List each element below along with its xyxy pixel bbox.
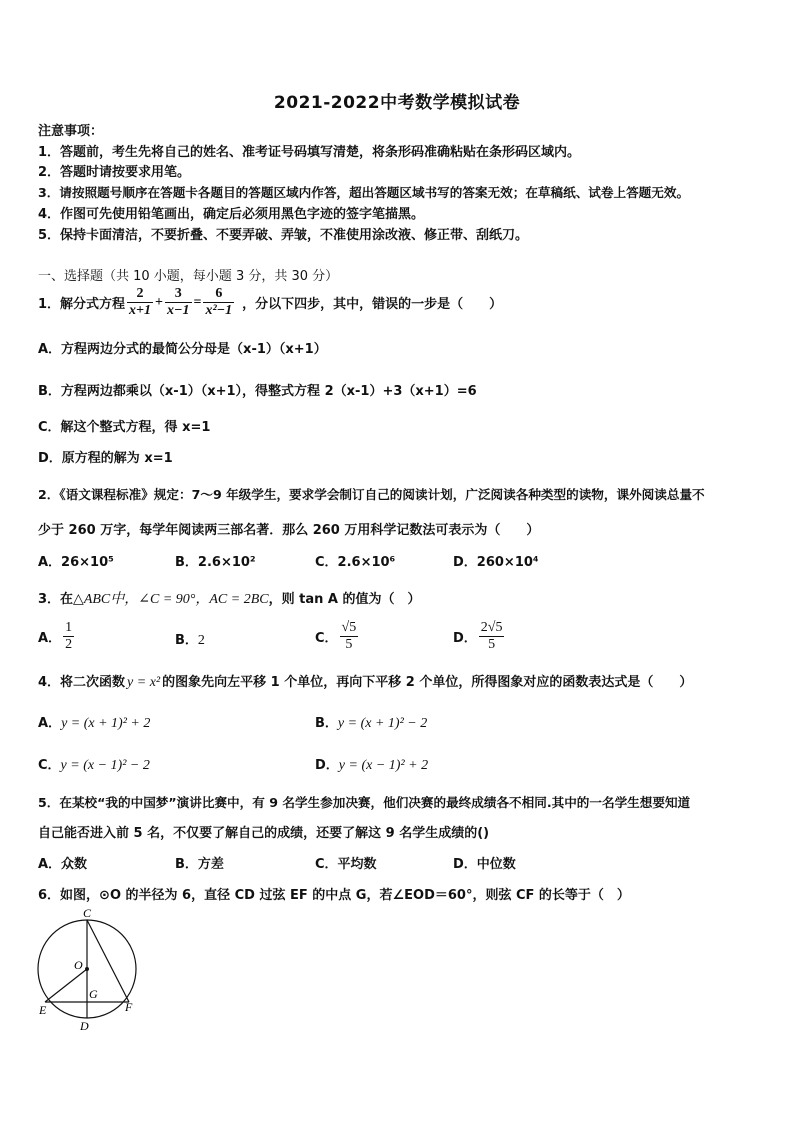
option-expression: y = (x − 1)² + 2 [338,758,429,773]
q4-stem [38,671,692,691]
q1-plus: + [155,294,164,310]
option-expression: y = (x + 1)² + 2 [61,716,151,731]
option-label: D． [315,758,339,773]
option-expression: y = (x + 1)² − 2 [337,716,428,731]
q3-d-fraction: $\frac{2√5}{5}$ [480,620,503,652]
note-item: 1．答题前，考生先将自己的姓名、准考证号码填写清楚，将条形码准确粘贴在条形码区域内。 [38,145,581,160]
q4-option-c [38,754,150,774]
q1-fraction-2: $\frac{3}{x-1}$ [167,286,190,318]
center-point [85,967,89,971]
label-e: E [39,1003,47,1017]
q3-tail: ，则 tan A 的值为（ ） [268,592,421,607]
label-g: G [89,987,98,1001]
q3-lead: 3．在 [38,592,74,607]
label-f: F [125,1000,133,1014]
q4-option-a [38,712,150,732]
q5-stem-line2: 自己能否进入前 5 名，不仅要了解自己的成绩，还要了解这 9 名学生成绩的() [38,826,490,841]
option-label: A． [38,716,62,731]
q1-fraction-1: $\frac{2}{x+1}$ [129,286,152,318]
section-heading: 一、选择题（共 10 小题，每小题 3 分，共 30 分） [38,269,339,284]
note-item: 5．保持卡面清洁，不要折叠、不要弄破、弄皱，不准使用涂改液、修正带、刮纸刀。 [38,228,529,243]
q2-stem-line1: 2．《语文课程标准》规定：7～9 年级学生，要求学会制订自己的阅读计划，广泛阅读各种类型的读物，课外阅读总量不 [38,487,705,502]
q1-option-d: D．原方程的解为 x=1 [38,451,173,466]
option-label: C． [315,631,338,646]
option-label: B． [175,633,198,648]
q4-option-d [315,754,428,774]
q4-lead: 4．将二次函数 [38,675,126,690]
q3-condition: △ABC中，∠C = 90°，AC = 2BC [73,592,269,607]
q2-option-b: B．2.6×10² [175,555,256,570]
q5-option-c: C．平均数 [315,857,377,872]
option-label: B． [315,716,338,731]
q4-option-b [315,712,427,732]
option-label: A． [38,631,62,646]
q5-option-d: D．中位数 [453,857,516,872]
q1-fraction-3: $\frac{6}{\text{x²−1}}$ [205,286,233,318]
q1-lead: 1．解分式方程 [38,297,126,312]
q2-option-d: D．260×10⁴ [453,555,539,570]
q2-option-a: A．26×10⁵ [38,555,114,570]
q3-option-d [453,620,506,653]
note-item: 2．答题时请按要求用笔。 [38,165,191,180]
label-c: C [83,906,92,920]
q3-option-c [315,620,360,653]
q2-option-c: C．2.6×10⁶ [315,555,396,570]
q4-tail: 的图象先向左平移 1 个单位，再向下平移 2 个单位，所得图象对应的函数表达式是（ ） [162,675,693,690]
q3-a-fraction: $\frac{1}{2}$ [65,620,73,652]
q3-c-fraction: $\frac{√5}{5}$ [341,620,357,652]
q6-stem: 6．如图，⊙O 的半径为 6，直径 CD 过弦 EF 的中点 G，若∠EOD＝60°，则弦 CF 的长等于（ ） [38,888,630,903]
q1-option-a: A．方程两边分式的最简公分母是（x-1）（x+1） [38,342,327,357]
q1-tail: ，分以下四步，其中，错误的一步是（ ） [242,297,503,312]
question-1-stem [38,286,502,319]
q3-stem [38,588,421,608]
option-value: 2 [197,633,205,648]
q4-function: y = x² [127,675,161,690]
q1-option-c: C．解这个整式方程，得 x=1 [38,420,211,435]
q3-option-a [38,620,76,653]
q1-option-b: B．方程两边都乘以（x-1）（x+1），得整式方程 2（x-1）+3（x+1）=6 [38,384,477,399]
exam-title: 2021-2022中考数学模拟试卷 [273,93,521,113]
note-item: 4．作图可先使用铅笔画出，确定后必须用黑色字迹的签字笔描黑。 [38,207,425,222]
notes-heading: 注意事项： [38,124,104,139]
q3-option-b [175,629,205,649]
q5-stem-line1: 5．在某校“我的中国梦”演讲比赛中，有 9 名学生参加决赛，他们决赛的最终成绩各不相同.其中的一名学生想要知道 [38,795,691,810]
q6-circle-figure [30,905,142,1033]
option-label: D． [453,631,477,646]
q5-option-a: A．众数 [38,857,88,872]
option-label: C． [38,758,61,773]
q5-option-b: B．方差 [175,857,224,872]
label-o: O [74,958,83,972]
q2-stem-line2: 少于 260 万字，每学年阅读两三部名著．那么 260 万用科学记数法可表示为（ ） [38,523,540,538]
segment-oe [45,969,87,1002]
label-d: D [80,1019,89,1033]
option-expression: y = (x − 1)² − 2 [60,758,150,773]
note-item: 3．请按照题号顺序在答题卡各题目的答题区域内作答，超出答题区域书写的答案无效；在草稿纸、试卷上答题无效。 [38,185,690,200]
q1-equals: = [193,294,202,310]
